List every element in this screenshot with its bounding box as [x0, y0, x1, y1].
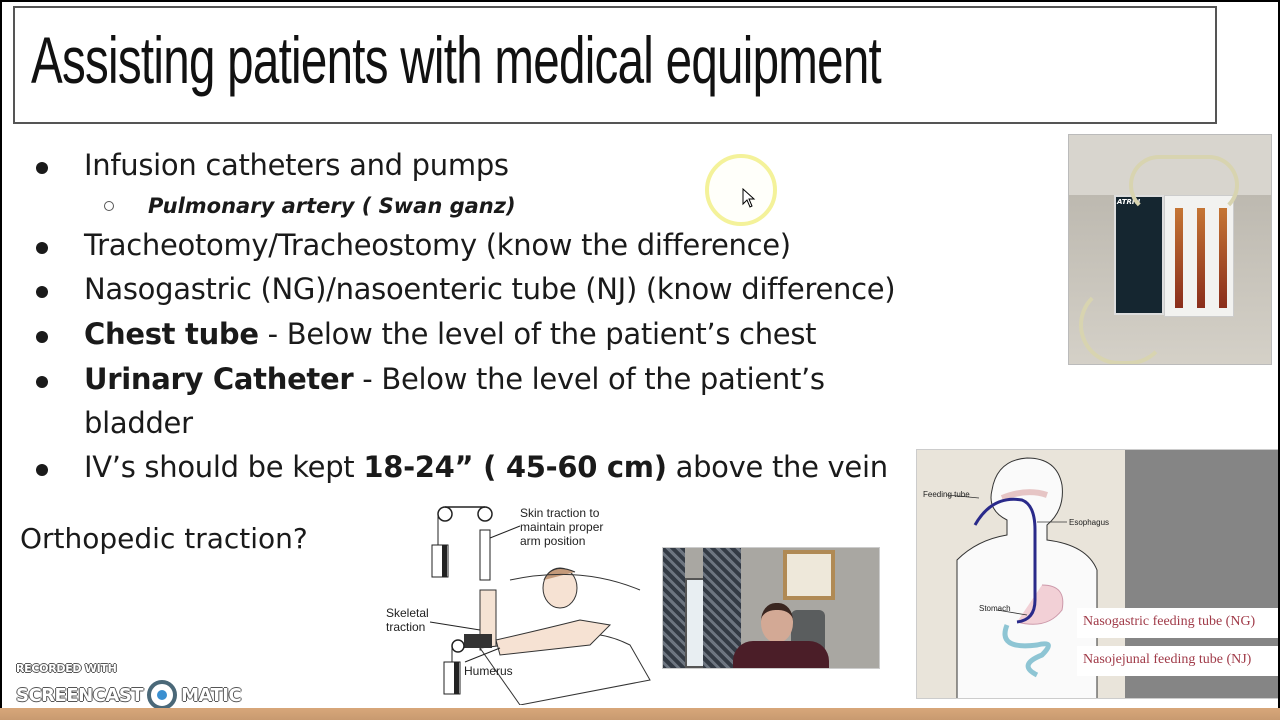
- feeding-tube-diagram: [916, 449, 1278, 699]
- bullet-dot-icon: [36, 286, 48, 298]
- screencast-watermark: RECORDED WITH SCREENCAST MATIC: [16, 662, 117, 675]
- slide-title: Assisting patients with medical equipment: [31, 23, 882, 97]
- cursor-highlight: [705, 154, 777, 226]
- feeding-tube-label: Feeding tube: [923, 490, 970, 499]
- skeletal-traction-label: Skeletal traction: [386, 606, 429, 634]
- screencast-logo-icon: [147, 680, 177, 710]
- mouse-pointer-icon: [742, 188, 756, 208]
- slide-bottom-bar: [0, 708, 1280, 720]
- chest-drainage-photo: ATRIU: [1068, 134, 1272, 365]
- bullet-dot-icon: [36, 376, 48, 388]
- presentation-slide: Assisting patients with medical equipment Infusion catheters and pumps Pulmonary artery ( Swan ganz) Tracheotomy/Tracheostomy (know the difference) Nasogastric (NG)/nasoenteric tube (NJ) (know difference) Chest tube - Below the level of the patient’s chest Urinary Catheter - Below the level of the patient’s bladder IV’s should be kept 18-24” ( 45-60 cm) above the vein Orthopedic traction? ATRIU Skin traction to maintain proper arm position Skeletal traction Humerus Feeding tube Esophagus Stomach Nasogastric feeding tube (NG) Nasojejunal feeding tube (NJ) RECORDED WITH SCREENCAST MATIC: [2, 2, 1278, 710]
- esophagus-label: Esophagus: [1069, 518, 1110, 527]
- bullet-dot-icon: [36, 162, 48, 174]
- ng-tube-label: Nasogastric feeding tube (NG): [1077, 608, 1278, 638]
- humerus-label: Humerus: [464, 664, 513, 678]
- presenter-webcam: [662, 547, 880, 669]
- nj-tube-label: Nasojejunal feeding tube (NJ): [1077, 646, 1278, 676]
- title-box: [13, 6, 1217, 124]
- bullet-dot-icon: [36, 331, 48, 343]
- bullet-ring-icon: [104, 201, 114, 211]
- bullet-dot-icon: [36, 242, 48, 254]
- skin-traction-label: Skin traction to maintain proper arm position: [520, 506, 604, 548]
- stomach-label: Stomach: [979, 604, 1011, 613]
- bullet-dot-icon: [36, 464, 48, 476]
- orthopedic-traction-illustration: [380, 500, 658, 705]
- orthopedic-traction-question: Orthopedic traction?: [20, 522, 308, 555]
